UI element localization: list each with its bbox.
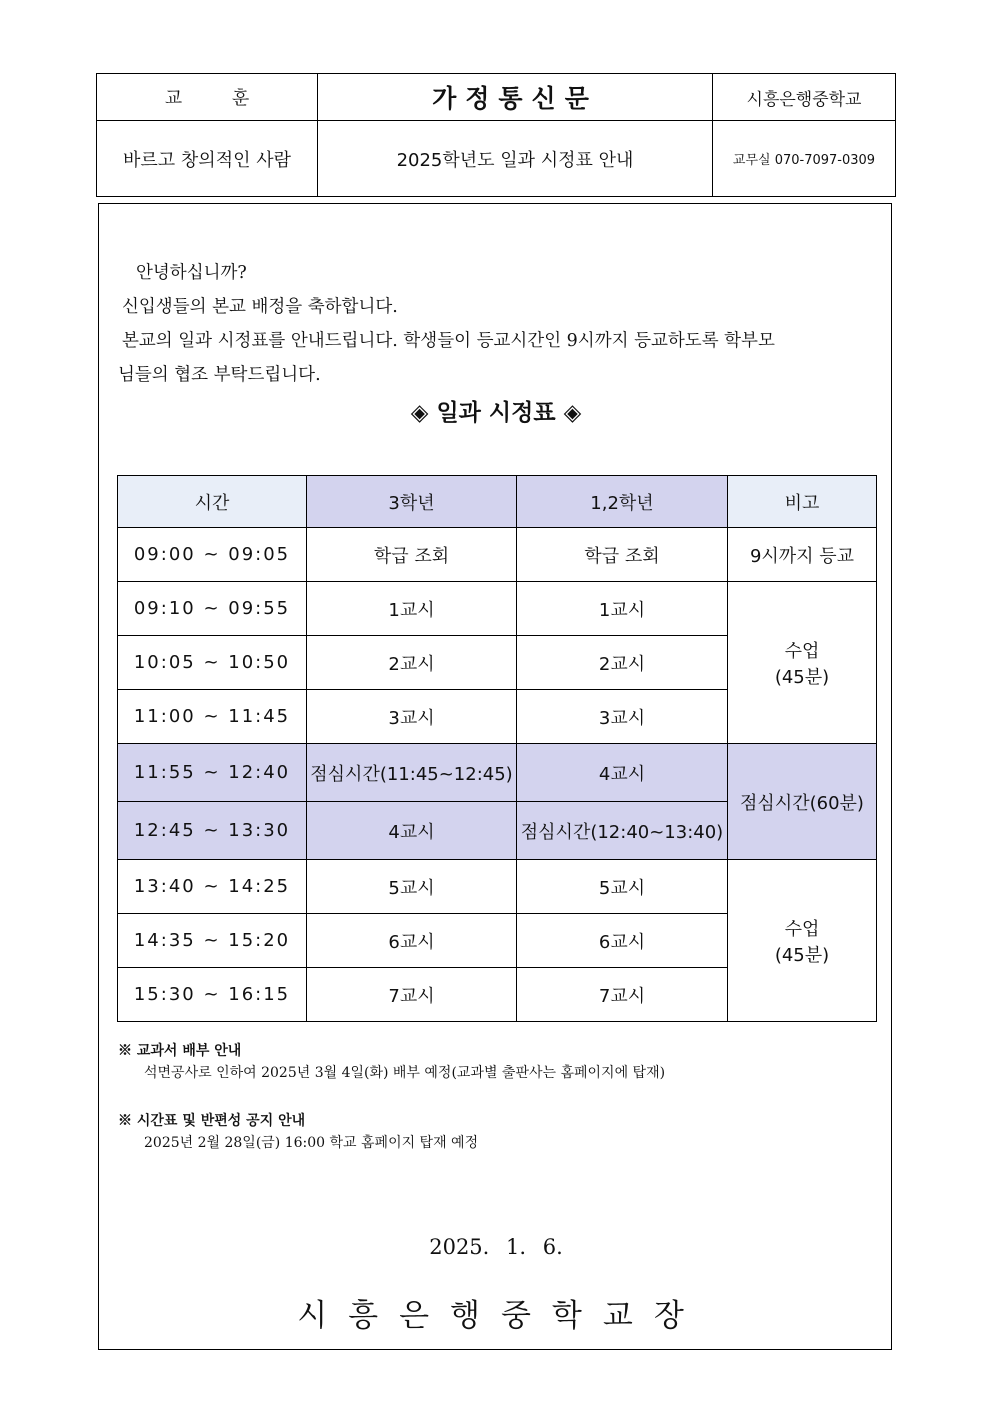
time-cell: 11:55 ~ 12:40 xyxy=(118,744,307,802)
grade12-cell: 7교시 xyxy=(517,968,728,1022)
grade3-cell: 점심시간(11:45~12:45) xyxy=(307,744,517,802)
time-cell: 09:00 ~ 09:05 xyxy=(118,528,307,582)
diamond-icon: ◈ xyxy=(563,400,582,426)
note-body-textbook: 석면공사로 인하여 2025년 3월 4일(화) 배부 예정(교과별 출판사는 홈페이지에 탑재) xyxy=(144,1065,666,1081)
grade12-cell: 2교시 xyxy=(517,636,728,690)
col-header-time: 시간 xyxy=(118,476,307,528)
note-title-textbook: ※ 교과서 배부 안내 xyxy=(118,1043,242,1059)
table-row xyxy=(118,582,877,636)
schedule-title xyxy=(0,394,992,427)
grade12-cell: 5교시 xyxy=(517,860,728,914)
time-cell: 11:00 ~ 11:45 xyxy=(118,690,307,744)
greeting: 안녕하십니까? xyxy=(136,263,247,283)
school-name-cell xyxy=(713,74,896,121)
grade3-cell: 2교시 xyxy=(307,636,517,690)
subtitle-cell xyxy=(318,121,713,197)
motto-label-cell xyxy=(97,74,318,121)
grade3-cell: 1교시 xyxy=(307,582,517,636)
intro-line-1: 신입생들의 본교 배정을 축하합니다. xyxy=(122,297,398,317)
col-header-grade3: 3학년 xyxy=(307,476,517,528)
header-table xyxy=(96,73,896,197)
class-note: 수업 xyxy=(784,918,820,940)
motto: 바르고 창의적인 사람 xyxy=(123,149,291,171)
col-header-note: 비고 xyxy=(728,476,877,528)
note-cell-class-pm xyxy=(728,860,877,1022)
school-name: 시흥은행중학교 xyxy=(746,89,862,110)
motto-label: 교 훈 xyxy=(164,88,272,110)
title-cell xyxy=(318,74,713,121)
schedule-header-row xyxy=(118,476,877,528)
class-note: 수업 xyxy=(784,640,820,662)
phone-cell xyxy=(713,121,896,197)
schedule-title-text: 일과 시정표 xyxy=(436,399,556,426)
grade3-cell: 3교시 xyxy=(307,690,517,744)
grade3-cell: 7교시 xyxy=(307,968,517,1022)
grade12-cell: 학급 조회 xyxy=(517,528,728,582)
grade3-cell: 4교시 xyxy=(307,802,517,860)
subtitle: 2025학년도 일과 시정표 안내 xyxy=(396,149,634,171)
grade12-cell: 3교시 xyxy=(517,690,728,744)
intro-line-2: 본교의 일과 시정표를 안내드립니다. 학생들이 등교시간인 9시까지 등교하도록 학부모 xyxy=(122,331,775,351)
col-header-grade12: 1,2학년 xyxy=(517,476,728,528)
note-cell-lunch: 점심시간(60분) xyxy=(728,744,877,860)
table-row-lunch xyxy=(118,744,877,802)
note-body-timetable: 2025년 2월 28일(금) 16:00 학교 홈페이지 탑재 예정 xyxy=(144,1135,479,1151)
time-cell: 15:30 ~ 16:15 xyxy=(118,968,307,1022)
motto-cell xyxy=(97,121,318,197)
grade12-cell: 4교시 xyxy=(517,744,728,802)
note-cell-class-am xyxy=(728,582,877,744)
diamond-icon: ◈ xyxy=(410,400,429,426)
class-duration: (45분) xyxy=(774,944,830,966)
intro-text xyxy=(118,256,888,392)
grade3-cell: 5교시 xyxy=(307,860,517,914)
issue-date: 2025. 1. 6. xyxy=(429,1235,563,1259)
time-cell: 09:10 ~ 09:55 xyxy=(118,582,307,636)
time-cell: 12:45 ~ 13:30 xyxy=(118,802,307,860)
grade3-cell: 학급 조회 xyxy=(307,528,517,582)
grade12-cell: 점심시간(12:40~13:40) xyxy=(517,802,728,860)
page-title: 가정통신문 xyxy=(432,84,598,114)
grade12-cell: 6교시 xyxy=(517,914,728,968)
time-cell: 13:40 ~ 14:25 xyxy=(118,860,307,914)
grade12-cell: 1교시 xyxy=(517,582,728,636)
table-row xyxy=(118,860,877,914)
schedule-table xyxy=(117,475,877,1022)
note-title-timetable: ※ 시간표 및 반편성 공지 안내 xyxy=(118,1113,306,1129)
intro-line-3: 님들의 협조 부탁드립니다. xyxy=(118,365,321,385)
time-cell: 10:05 ~ 10:50 xyxy=(118,636,307,690)
class-duration: (45분) xyxy=(774,666,830,688)
grade3-cell: 6교시 xyxy=(307,914,517,968)
principal-signature: 시흥은행중학교장 xyxy=(297,1298,705,1334)
note-cell: 9시까지 등교 xyxy=(728,528,877,582)
notes-section xyxy=(118,1040,878,1154)
time-cell: 14:35 ~ 15:20 xyxy=(118,914,307,968)
table-row xyxy=(118,528,877,582)
office-phone: 교무실 070-7097-0309 xyxy=(732,153,876,169)
